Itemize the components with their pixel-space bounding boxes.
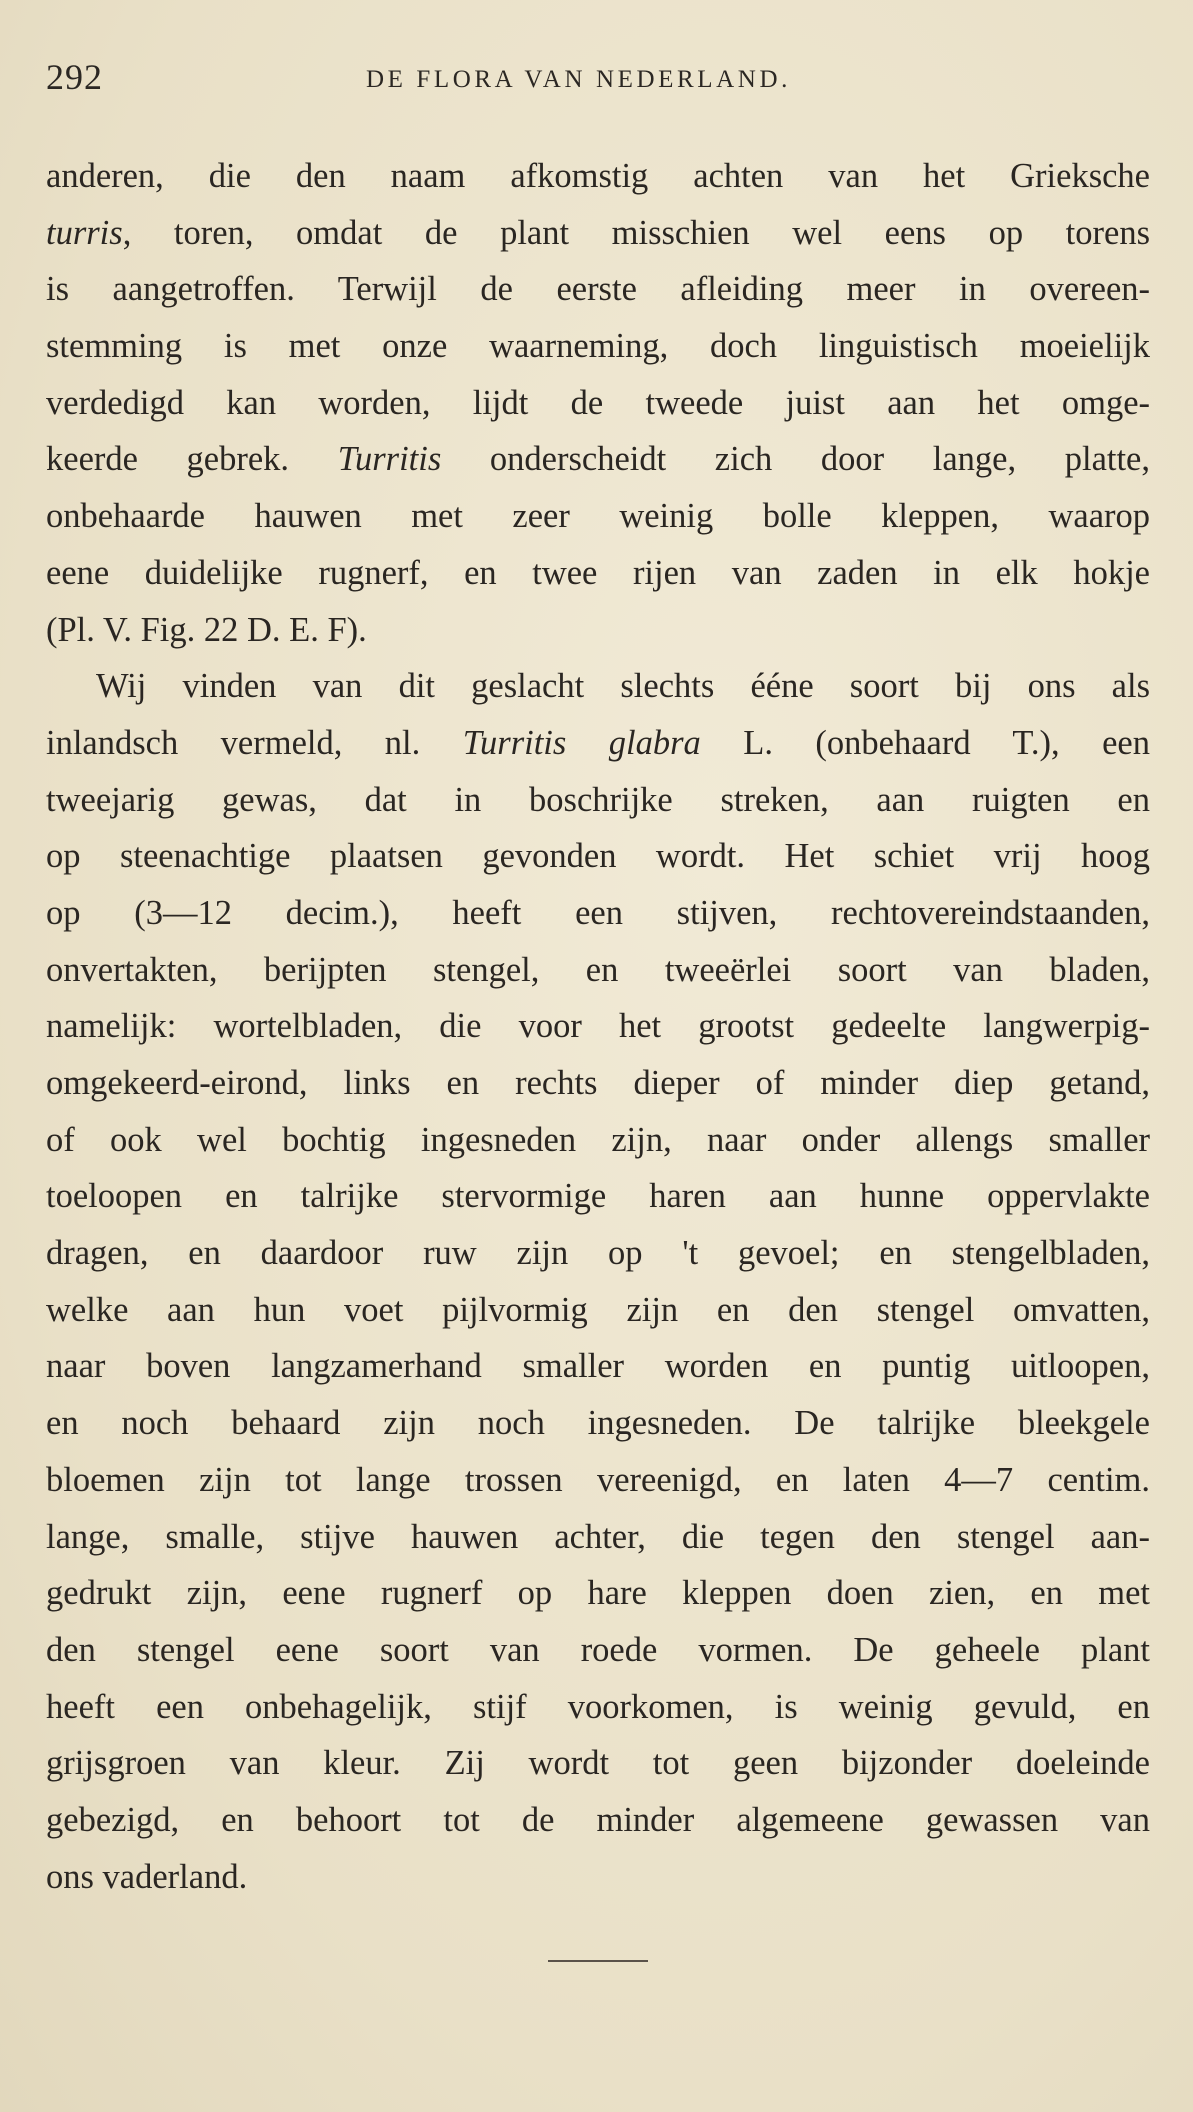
text-segment: Wij vinden van dit geslacht slechts ééne soort bij ons als bbox=[96, 667, 1150, 706]
text-line bbox=[46, 1395, 1150, 1452]
text-segment: onvertakten, berijpten stengel, en tweeërlei soort van bladen, bbox=[46, 950, 1150, 989]
text-line bbox=[46, 205, 1150, 262]
text-line bbox=[46, 431, 1150, 488]
page-number: 292 bbox=[46, 57, 103, 97]
italic-text: Turritis glabra bbox=[462, 723, 701, 762]
text-line bbox=[46, 1282, 1150, 1339]
text-line bbox=[46, 1452, 1150, 1509]
paragraph bbox=[46, 148, 1150, 658]
text-segment: den stengel eene soort van roede vormen. De geheele plant bbox=[46, 1630, 1150, 1669]
text-segment: bloemen zijn tot lange trossen vereenigd, en laten 4—7 centim. bbox=[46, 1460, 1150, 1499]
text-line bbox=[46, 1565, 1150, 1622]
text-segment: lange, smalle, stijve hauwen achter, die tegen den stengel aan- bbox=[46, 1517, 1150, 1556]
text-line bbox=[46, 148, 1150, 205]
text-line bbox=[46, 318, 1150, 375]
text-line bbox=[46, 1055, 1150, 1112]
text-segment: toeloopen en talrijke stervormige haren aan hunne oppervlakte bbox=[46, 1177, 1150, 1216]
text-segment: stemming is met onze waarneming, doch linguistisch moeielijk bbox=[46, 327, 1150, 366]
text-segment: verdedigd kan worden, lijdt de tweede juist aan het omge- bbox=[46, 383, 1150, 422]
text-segment: namelijk: wortelbladen, die voor het grootst gedeelte langwerpig- bbox=[46, 1007, 1150, 1046]
text-segment: of ook wel bochtig ingesneden zijn, naar onder allengs smaller bbox=[46, 1120, 1150, 1159]
text-line bbox=[46, 1509, 1150, 1566]
text-line bbox=[46, 828, 1150, 885]
text-segment: welke aan hun voet pijlvormig zijn en den stengel omvatten, bbox=[46, 1290, 1150, 1329]
text-segment: omgekeerd-eirond, links en rechts dieper of minder diep getand, bbox=[46, 1064, 1150, 1102]
text-segment: gebezigd, en behoort tot de minder algemeene gewassen van bbox=[46, 1800, 1150, 1839]
text-segment: dragen, en daardoor ruw zijn op 't gevoel; en stengelbladen, bbox=[46, 1234, 1150, 1273]
text-line bbox=[46, 1622, 1150, 1679]
text-line bbox=[46, 658, 1150, 715]
running-title: DE FLORA VAN NEDERLAND. bbox=[366, 66, 791, 93]
text-segment: op (3—12 decim.), heeft een stijven, rechtovereindstaanden, bbox=[46, 893, 1150, 932]
text-segment: tweejarig gewas, dat in boschrijke streken, aan ruigten en bbox=[46, 780, 1150, 819]
text-segment: anderen, die den naam afkomstig achten van het Grieksche bbox=[46, 157, 1150, 195]
text-line bbox=[46, 261, 1150, 318]
text-line bbox=[46, 545, 1150, 602]
text-line bbox=[46, 1168, 1150, 1225]
italic-text: Turritis bbox=[337, 440, 442, 479]
text-segment: en noch behaard zijn noch ingesneden. De talrijke bleekgele bbox=[46, 1404, 1150, 1443]
text-segment: is aangetroffen. Terwijl de eerste afleiding meer in overeen- bbox=[46, 270, 1150, 309]
text-line bbox=[46, 1792, 1150, 1849]
text-segment: gedrukt zijn, eene rugnerf op hare kleppen doen zien, en met bbox=[46, 1574, 1150, 1613]
text-segment: op steenachtige plaatsen gevonden wordt. Het schiet vrij hoog bbox=[46, 837, 1150, 876]
text-line bbox=[46, 998, 1150, 1055]
text-segment: onbehaarde hauwen met zeer weinig bolle kleppen, waarop bbox=[46, 497, 1150, 536]
text-segment: keerde gebrek. bbox=[46, 440, 338, 479]
text-line bbox=[46, 488, 1150, 545]
text-segment: , toren, omdat de plant misschien wel eens op torens bbox=[122, 213, 1150, 252]
text-line bbox=[46, 1735, 1150, 1792]
text-line bbox=[46, 1112, 1150, 1169]
text-line bbox=[46, 772, 1150, 829]
body-text bbox=[46, 148, 1150, 1905]
text-line bbox=[46, 715, 1150, 772]
text-line bbox=[46, 1679, 1150, 1736]
section-end-rule bbox=[548, 1960, 648, 1962]
text-segment: onderscheidt zich door lange, platte, bbox=[441, 440, 1150, 479]
text-line bbox=[46, 1225, 1150, 1282]
running-head bbox=[46, 56, 1146, 106]
italic-text: turris bbox=[46, 213, 123, 252]
text-segment: heeft een onbehagelijk, stijf voorkomen, is weinig gevuld, en bbox=[46, 1687, 1150, 1726]
text-segment: (Pl. V. Fig. 22 D. E. F). bbox=[46, 610, 367, 649]
text-line bbox=[46, 942, 1150, 999]
text-segment: naar boven langzamerhand smaller worden en puntig uitloopen, bbox=[46, 1347, 1150, 1386]
text-line bbox=[46, 885, 1150, 942]
text-segment: L. (onbehaard T.), een bbox=[700, 723, 1150, 762]
text-segment: grijsgroen van kleur. Zij wordt tot geen bijzonder doeleinde bbox=[46, 1744, 1150, 1783]
text-line bbox=[46, 1849, 1150, 1906]
text-segment: eene duidelijke rugnerf, en twee rijen van zaden in elk hokje bbox=[46, 553, 1150, 592]
text-segment: ons vaderland. bbox=[46, 1857, 248, 1896]
text-line bbox=[46, 1338, 1150, 1395]
text-segment: inlandsch vermeld, nl. bbox=[46, 723, 463, 762]
text-line bbox=[46, 602, 1150, 659]
text-line bbox=[46, 375, 1150, 432]
paragraph bbox=[46, 658, 1150, 1905]
